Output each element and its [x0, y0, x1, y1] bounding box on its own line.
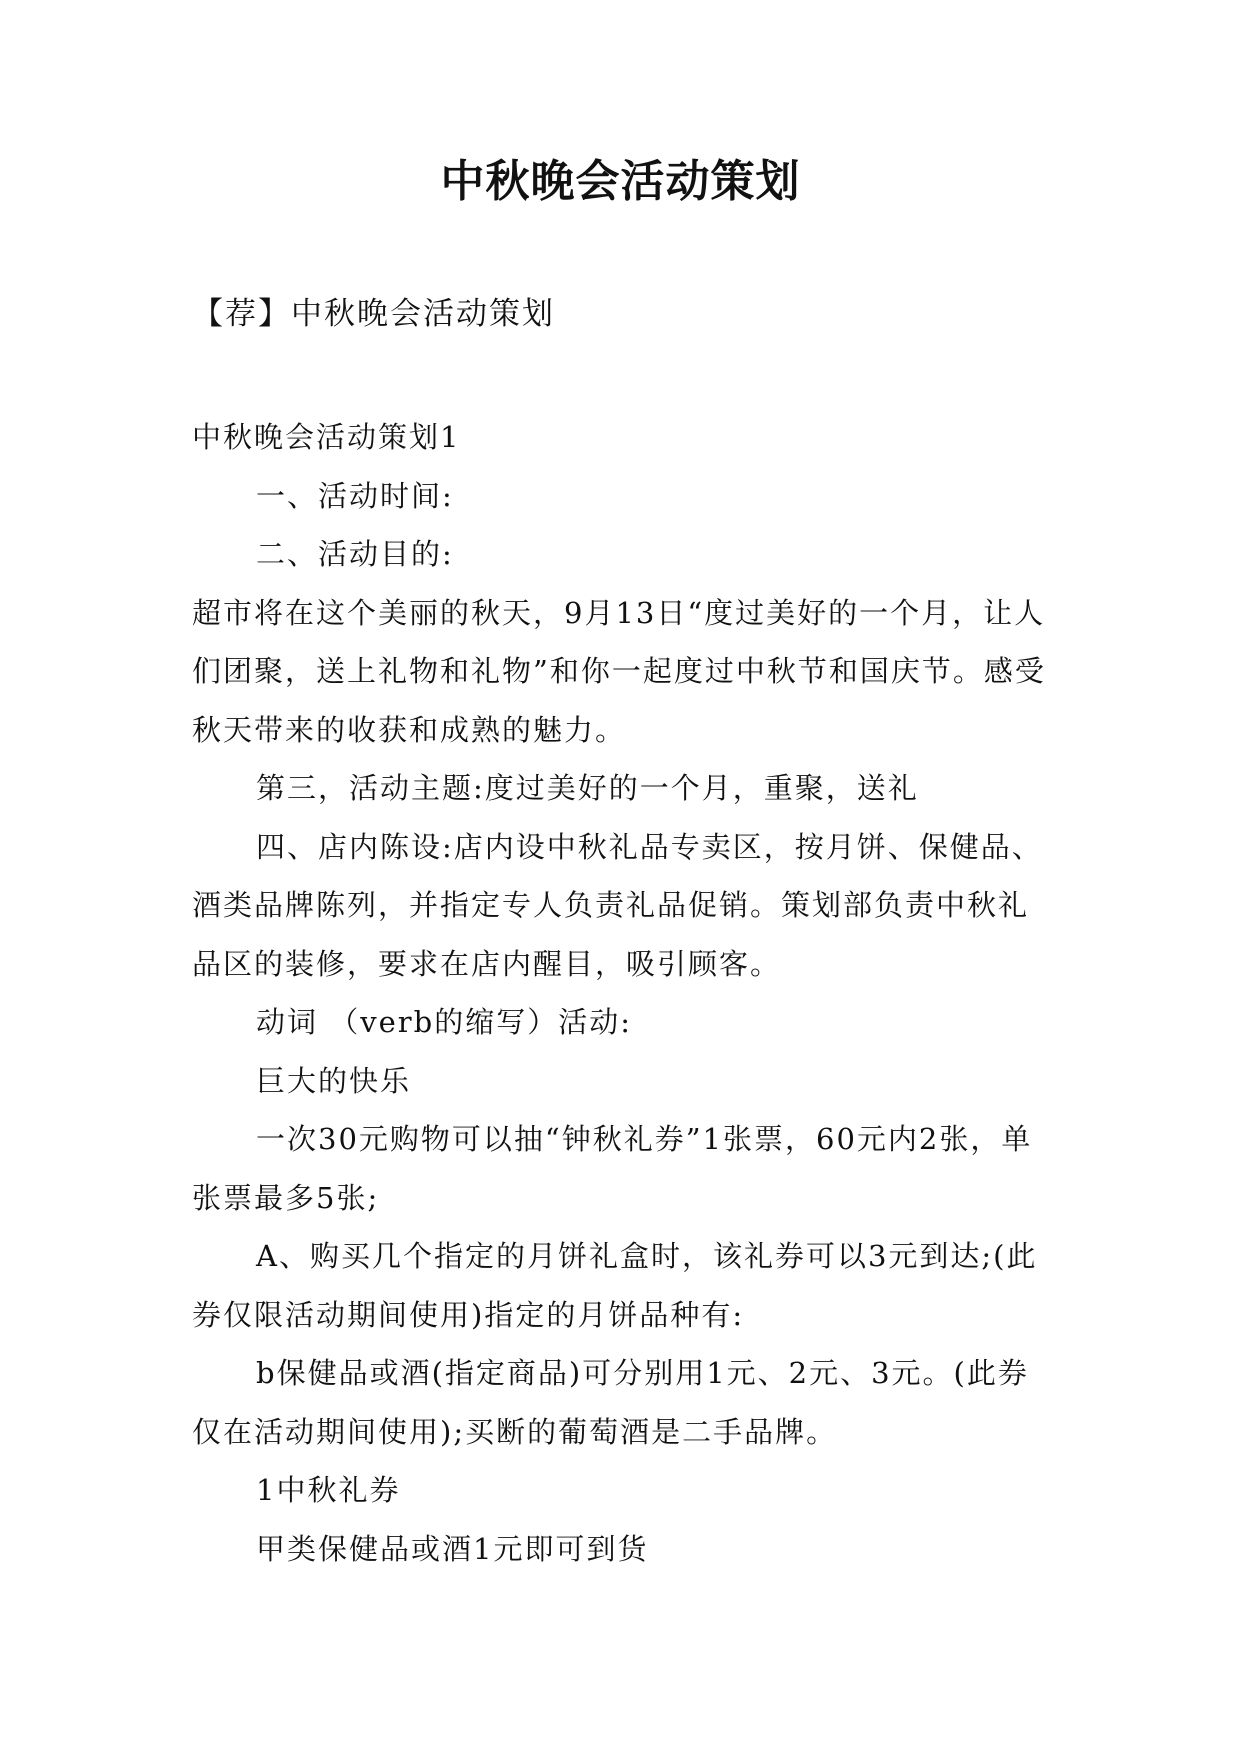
body-paragraph: 巨大的快乐: [256, 1063, 412, 1098]
body-paragraph: 一次30元购物可以抽“钟秋礼券”1张票，60元内2张，单张票最多5张;: [192, 1122, 1033, 1215]
body-paragraph: 1中秋礼券: [256, 1473, 401, 1507]
document-title: 中秋晚会活动策划: [440, 156, 801, 207]
body-paragraph: A、购买几个指定的月饼礼盒时，该礼券可以3元到达;(此券仅限活动期间使用)指定的月饼品种有:: [192, 1239, 1038, 1332]
body-paragraph: 第三，活动主题:度过美好的一个月，重聚，送礼: [256, 771, 919, 805]
body-paragraph: 中秋晚会活动策划1: [192, 420, 461, 454]
body-paragraph: 一、活动时间:: [256, 478, 454, 513]
body-paragraph: 动词 （verb的缩写）活动:: [256, 1005, 632, 1039]
document-subtitle: 【荐】中秋晚会活动策划: [192, 296, 555, 332]
body-paragraph: b保健品或酒(指定商品)可分别用1元、2元、3元。(此券仅在活动期间使用);买断的葡萄酒是二手品牌。: [192, 1356, 1029, 1449]
body-paragraph: 二、活动目的:: [256, 537, 454, 571]
document-body: [192, 408, 1050, 1578]
body-paragraph: 四、店内陈设:店内设中秋礼品专卖区，按月饼、保健品、酒类品牌陈列，并指定专人负责礼品促销。策划部负责中秋礼品区的装修，要求在店内醒目，吸引顾客。: [192, 829, 1043, 981]
body-paragraph: 甲类保健品或酒1元即可到货: [256, 1531, 649, 1566]
body-paragraph: 超市将在这个美丽的秋天，9月13日“度过美好的一个月，让人们团聚，送上礼物和礼物”和你一起度过中秋节和国庆节。感受秋天带来的收获和成熟的魅力。: [192, 595, 1046, 747]
